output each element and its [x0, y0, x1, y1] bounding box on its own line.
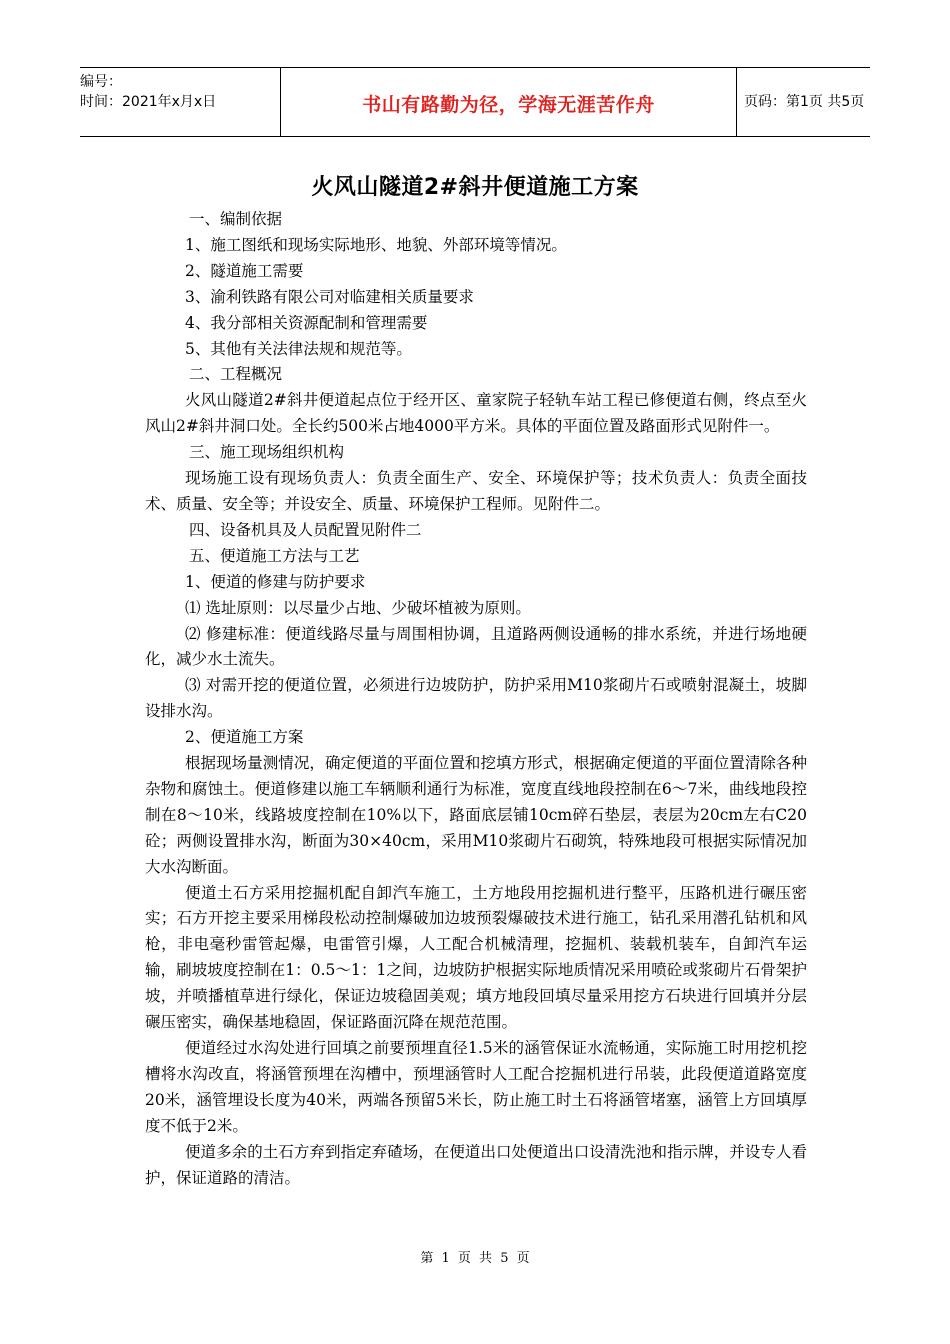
- paragraph: 一、编制依据: [189, 210, 283, 228]
- header-info-cell: [80, 68, 280, 140]
- paragraph: 1、施工图纸和现场实际地形、地貌、外部环境等情况。: [185, 235, 567, 254]
- paragraph: 4、我分部相关资源配制和管理需要: [185, 313, 428, 332]
- date-label: 时间：2021年x月x日: [80, 94, 217, 110]
- page-footer: 第 1 页 共 5 页: [420, 1251, 530, 1266]
- page-label: 页码：第1页 共5页: [744, 94, 865, 110]
- header-page-cell: [736, 68, 870, 136]
- paragraph: 二、工程概况: [189, 365, 283, 384]
- document-title: 火风山隧道2#斜井便道施工方案: [311, 175, 639, 200]
- paragraph: 便道多余的土石方弃到指定弃碴场，在便道出口处便道出口设清洗池和指示牌，并设专人看护，保证道路的清洁。: [145, 1142, 807, 1187]
- header-table: [80, 67, 870, 137]
- paragraph: ⑶ 对需开挖的便道位置，必须进行边坡防护，防护采用M10浆砌片石或喷射混凝土，坡脚设排水沟。: [145, 676, 807, 721]
- paragraph: 现场施工设有现场负责人：负责全面生产、安全、环境保护等；技术负责人：负责全面技术、质量、安全等；并设安全、质量、环境保护工程师。见附件二。: [145, 469, 807, 513]
- paragraph: 2、隧道施工需要: [185, 261, 304, 280]
- paragraph: 3、渝利铁路有限公司对临建相关质量要求: [185, 287, 474, 306]
- paragraph: 便道经过水沟处进行回填之前要预埋直径1.5米的涵管保证水流畅通，实际施工时用挖机挖槽将水沟改直，将涵管预埋在沟槽中，预埋涵管时人工配合挖掘机进行吊装，此段便道道路宽度20米，涵管埋设长度为40米，两端各预留5米长，防止施工时土石将涵管堵塞，涵管上方回填厚度不低于2米。: [145, 1039, 807, 1135]
- paragraph: 三、施工现场组织机构: [189, 443, 345, 462]
- paragraph: 1、便道的修建与防护要求: [185, 572, 366, 591]
- paragraph: ⑴ 选址原则：以尽量少占地、少破坏植被为原则。: [185, 598, 531, 617]
- paragraph: 五、便道施工方法与工艺: [189, 546, 360, 565]
- paragraph: 5、其他有关法律法规和规范等。: [185, 339, 412, 358]
- paragraph: 四、设备机具及人员配置见附件二: [189, 520, 422, 539]
- paragraph: 根据现场量测情况，确定便道的平面位置和挖填方形式，根据确定便道的平面位置清除各种杂物和腐蚀土。便道修建以施工车辆顺利通行为标准，宽度直线地段控制在6～7米，曲线地段控制在8～10米，线路坡度控制在10%以下，路面底层铺10cm碎石垫层，表层为20cm左右C20砼；两侧设置排水沟，断面为30×40cm，采用M10浆砌片石砌筑，特殊地段可根据实际情况加大水沟断面。: [145, 754, 807, 876]
- number-label: 编号：: [80, 74, 122, 90]
- paragraph: 2、便道施工方案: [185, 728, 304, 747]
- document-body: [145, 207, 807, 1191]
- paragraph: 火风山隧道2#斜井便道起点位于经开区、童家院子轻轨车站工程已修便道右侧，终点至火风山2#斜井洞口处。全长约500米占地4000平方米。具体的平面位置及路面形式见附件一。: [145, 391, 807, 436]
- paragraph: 便道土石方采用挖掘机配自卸汽车施工，土方地段用挖掘机进行整平，压路机进行碾压密实；石方开挖主要采用梯段松动控制爆破加边坡预裂爆破技术进行施工，钻孔采用潜孔钻机和风枪，非电毫秒雷管起爆，电雷管引爆，人工配合机械清理，挖掘机、装载机装车，自卸汽车运输，刷坡坡度控制在1：0.5～1：1之间，边坡防护根据实际地质情况采用喷砼或浆砌片石骨架护坡，并喷播植草进行绿化，保证边坡稳固美观；填方地段回填尽量采用挖方石块进行回填并分层碾压密实，确保基地稳固，保证路面沉降在规范范围。: [145, 883, 807, 1032]
- header-motto-cell: [280, 68, 737, 136]
- motto-text: 书山有路勤为径，学海无涯苦作舟: [362, 94, 655, 116]
- paragraph: ⑵ 修建标准：便道线路尽量与周围相协调，且道路两侧设通畅的排水系统，并进行场地硬化，减少水土流失。: [145, 624, 807, 669]
